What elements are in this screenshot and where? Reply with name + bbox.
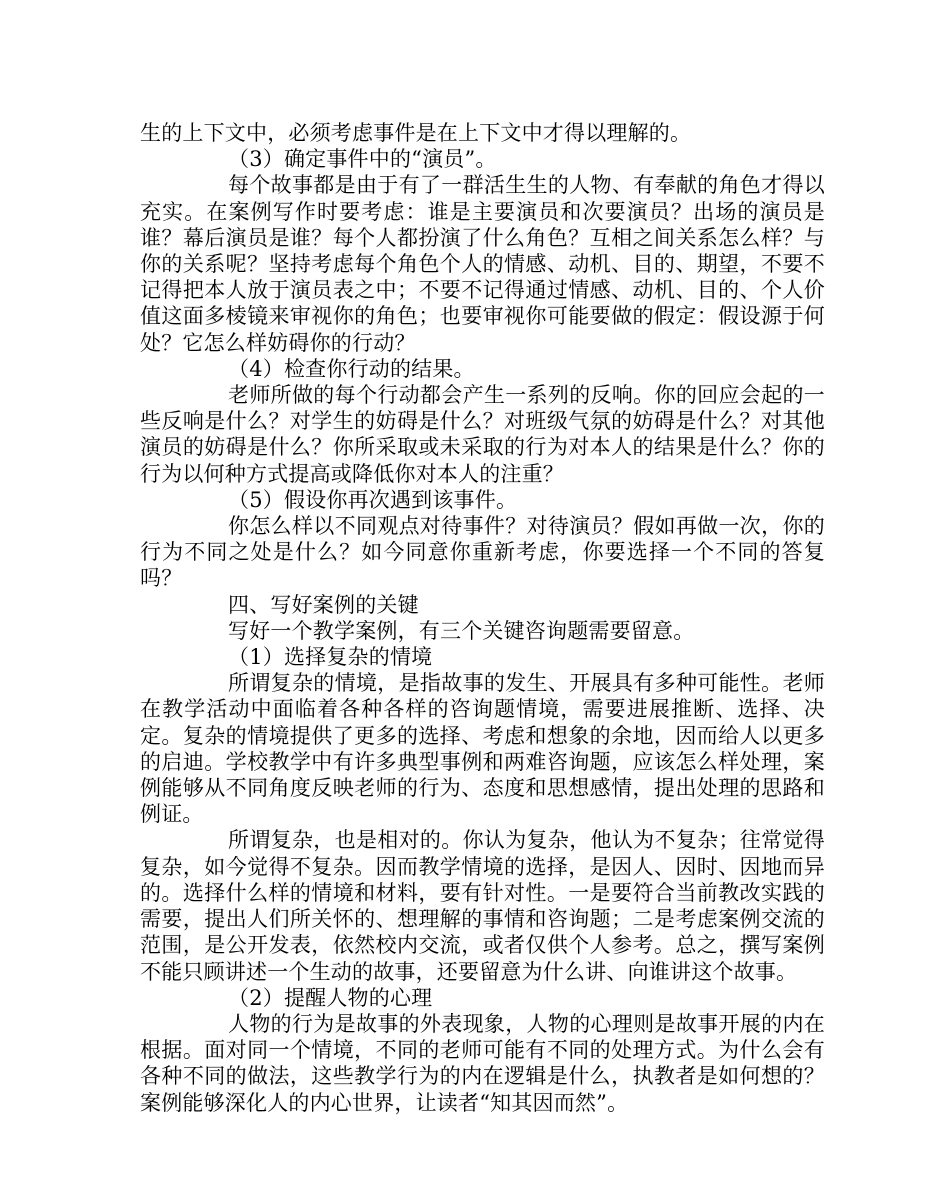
subheading-3-actors: （3）确定事件中的“演员”。: [228, 147, 497, 172]
paragraph-actors: 每个故事都是由于有了一群活生生的人物、有奉献的角色才得以充实。在案例写作时要考虑：谁是主要演员和次要演员？出场的演员是谁？幕后演员是谁？每个人都扮演了什么角色？互相之间关系怎么样？与你的关系呢？坚持考虑每个角色个人的情感、动机、目的、期望，不要不记得把本人放于演员表之中；不要不记得通过情感、动机、目的、个人价值这面多棱镜来审视你的角色；也要审视你可能要做的假定：假设源于何处？它怎么样妨碍你的行动？: [140, 173, 825, 355]
subheading-4-results: （4）检查你行动的结果。: [228, 356, 475, 381]
paragraph-complex-situation: 所谓复杂的情境，是指故事的发生、开展具有多种可能性。老师在教学活动中面临着各种各样的咨询题情境，需要进展推断、选择、决定。复杂的情境提供了更多的选择、考虑和想象的余地，因而给人以更多的启迪。学校教学中有许多典型事例和两难咨询题，应该怎么样处理，案例能够从不同角度反映老师的行为、态度和思想感情，提出处理的思路和例证。: [140, 671, 825, 827]
paragraph-again: 你怎么样以不同观点对待事件？对待演员？假如再做一次，你的行为不同之处是什么？如今同意你重新考虑，你要选择一个不同的答复吗？: [140, 514, 825, 591]
paragraph-results: 老师所做的每个行动都会产生一系列的反响。你的回应会起的一些反响是什么？对学生的妨碍是什么？对班级气氛的妨碍是什么？对其他演员的妨碍是什么？你所采取或未采取的行为对本人的结果是什么？你的行为以何种方式提高或降低你对本人的注重？: [140, 383, 825, 486]
section-heading-key-points: 四、写好案例的关键: [228, 592, 419, 617]
document-body: [140, 120, 825, 1116]
paragraph-relative-complexity: 所谓复杂，也是相对的。你认为复杂，他认为不复杂；往常觉得复杂，如今觉得不复杂。因而教学情境的选择，是因人、因时、因地而异的。选择什么样的情境和材料，要有针对性。一是要符合当前教改实践的需要，提出人们所关怀的、想理解的事情和咨询题；二是考虑案例交流的范围，是公开发表，依然校内交流，或者仅供个人参考。总之，撰写案例不能只顾讲述一个生动的故事，还要留意为什么讲、向谁讲这个故事。: [140, 828, 825, 984]
subheading-2-psychology: （2）提醒人物的心理: [228, 985, 433, 1010]
paragraph-key-points-intro: 写好一个教学案例，有三个关键咨询题需要留意。: [228, 618, 695, 643]
paragraph-continuation: 生的上下文中，必须考虑事件是在上下文中才得以理解的。: [140, 121, 692, 145]
paragraph-psychology: 人物的行为是故事的外表现象，人物的心理则是故事开展的内在根据。面对同一个情境，不同的老师可能有不同的处理方式。为什么会有各种不同的做法，这些教学行为的内在逻辑是什么，执教者是如何想的？案例能够深化人的内心世界，让读者“知其因而然”。: [140, 1011, 825, 1115]
subheading-1-complex-situation: （1）选择复杂的情境: [228, 645, 433, 670]
subheading-5-again: （5）假设你再次遇到该事件。: [228, 487, 518, 512]
